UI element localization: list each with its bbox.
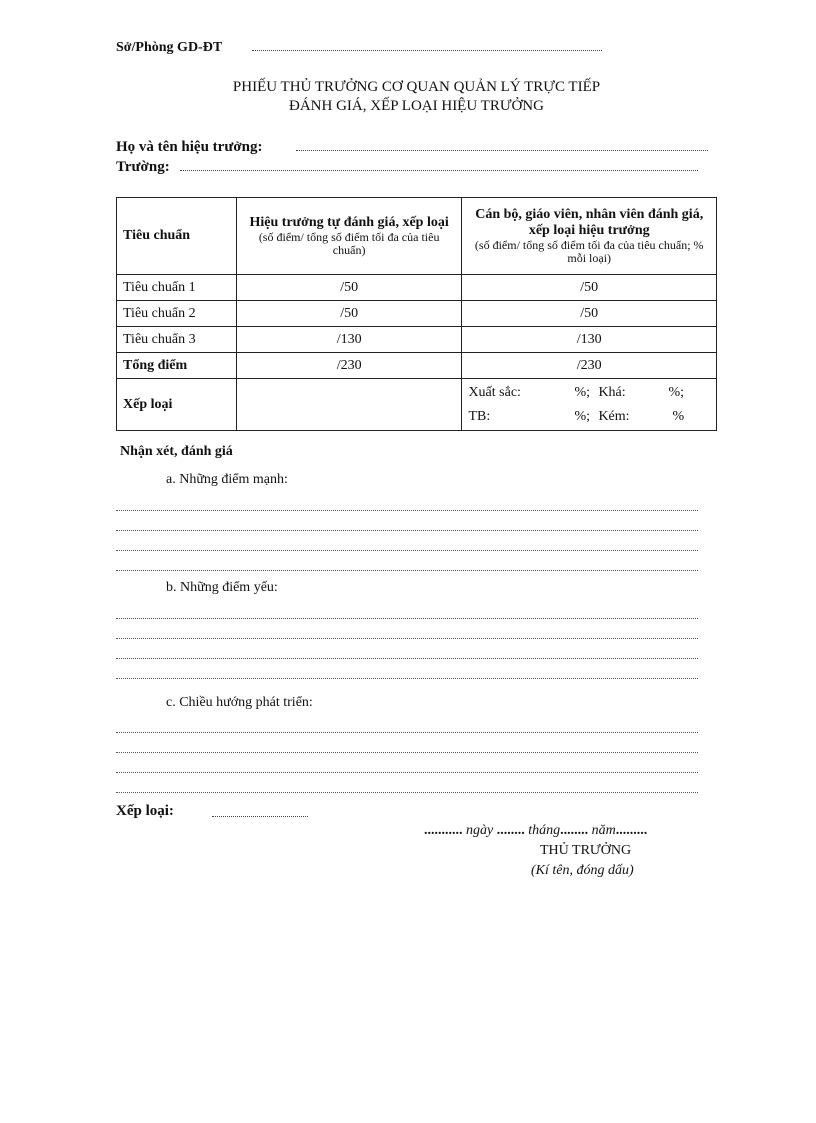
day-dots[interactable]: ........ xyxy=(496,823,525,838)
rank-self-cell[interactable] xyxy=(236,379,462,431)
rank-weak-pct: % xyxy=(672,408,685,424)
weaknesses-line[interactable] xyxy=(116,677,698,679)
development-line[interactable] xyxy=(116,791,698,793)
rank-good-label: Khá: xyxy=(598,384,626,400)
rank-excellent-label: Xuất sắc: xyxy=(468,384,521,400)
school-label: Trường: xyxy=(116,159,170,175)
signer-title: THỦ TRƯỞNG xyxy=(540,843,632,858)
day-label: ngày xyxy=(466,823,494,838)
rank-average-pct: %; xyxy=(574,408,590,424)
development-line[interactable] xyxy=(116,751,698,753)
col-header-criteria: Tiêu chuẩn xyxy=(117,198,237,275)
strengths-label: a. Những điểm mạnh: xyxy=(166,472,288,487)
col-header-self-main: Hiệu trưởng tự đánh giá, xếp loại xyxy=(249,215,449,230)
table-rank-row xyxy=(117,379,717,431)
final-rank-label: Xếp loại: xyxy=(116,803,174,819)
rank-excellent-pct: %; xyxy=(574,384,590,400)
strengths-line[interactable] xyxy=(116,509,698,511)
comments-heading: Nhận xét, đánh giá xyxy=(120,444,233,459)
total-label: Tổng điểm xyxy=(117,353,237,379)
weaknesses-line[interactable] xyxy=(116,637,698,639)
month-dots[interactable]: ........ xyxy=(560,823,589,838)
table-header-row xyxy=(117,198,717,275)
year-label: năm xyxy=(591,823,616,838)
final-rank-field[interactable] xyxy=(212,808,308,817)
row-staff-score[interactable]: /130 xyxy=(462,327,717,353)
page-title xyxy=(116,78,717,116)
development-line[interactable] xyxy=(116,731,698,733)
col-header-self-note: (số điểm/ tổng số điểm tối đa của tiêu chuẩn) xyxy=(258,230,440,257)
strengths-line[interactable] xyxy=(116,529,698,531)
evaluation-table xyxy=(116,197,717,431)
month-label: tháng xyxy=(528,823,561,838)
department-fill-line[interactable] xyxy=(252,42,602,51)
row-self-score[interactable]: /50 xyxy=(236,301,462,327)
rank-weak-label: Kém: xyxy=(598,408,630,424)
page-title-line2: ĐÁNH GIÁ, XẾP LOẠI HIỆU TRƯỞNG xyxy=(289,98,544,114)
col-header-staff-note: (số điểm/ tổng số điểm tối đa của tiêu chuẩn; % mỗi loại) xyxy=(474,238,704,265)
date-dots[interactable]: ........... xyxy=(424,823,463,838)
date-line xyxy=(424,823,647,839)
table-row xyxy=(117,275,717,301)
strengths-line[interactable] xyxy=(116,549,698,551)
development-label: c. Chiều hướng phát triển: xyxy=(166,695,313,710)
rank-label: Xếp loại xyxy=(117,379,237,431)
row-staff-score[interactable]: /50 xyxy=(462,275,717,301)
weaknesses-line[interactable] xyxy=(116,657,698,659)
col-header-staff-main: Cán bộ, giáo viên, nhân viên đánh giá, xếp loại hiệu trưởng xyxy=(475,207,704,238)
total-self-score[interactable]: /230 xyxy=(236,353,462,379)
principal-name-field[interactable] xyxy=(296,142,708,151)
row-label: Tiêu chuẩn 2 xyxy=(117,301,237,327)
weaknesses-label: b. Những điểm yếu: xyxy=(166,580,278,595)
rank-average-label: TB: xyxy=(468,408,491,424)
page-title-line1: PHIẾU THỦ TRƯỞNG CƠ QUAN QUẢN LÝ TRỰC TIẾP xyxy=(232,79,601,95)
school-field[interactable] xyxy=(180,162,698,171)
row-label: Tiêu chuẩn 3 xyxy=(117,327,237,353)
row-staff-score[interactable]: /50 xyxy=(462,301,717,327)
table-total-row xyxy=(117,353,717,379)
row-self-score[interactable]: /50 xyxy=(236,275,462,301)
weaknesses-line[interactable] xyxy=(116,617,698,619)
col-header-self xyxy=(236,198,462,275)
table-row xyxy=(117,327,717,353)
col-header-staff xyxy=(462,198,717,275)
row-label: Tiêu chuẩn 1 xyxy=(117,275,237,301)
principal-name-label: Họ và tên hiệu trưởng: xyxy=(116,139,263,155)
department-label: Sở/Phòng GD-ĐT xyxy=(116,40,223,55)
rank-good-pct: %; xyxy=(668,384,684,400)
strengths-line[interactable] xyxy=(116,569,698,571)
development-line[interactable] xyxy=(116,771,698,773)
sign-note: (Kí tên, đóng dấu) xyxy=(531,863,634,878)
rank-staff-cell[interactable] xyxy=(462,379,717,431)
year-dots[interactable]: ......... xyxy=(615,823,648,838)
table-row xyxy=(117,301,717,327)
row-self-score[interactable]: /130 xyxy=(236,327,462,353)
total-staff-score[interactable]: /230 xyxy=(462,353,717,379)
